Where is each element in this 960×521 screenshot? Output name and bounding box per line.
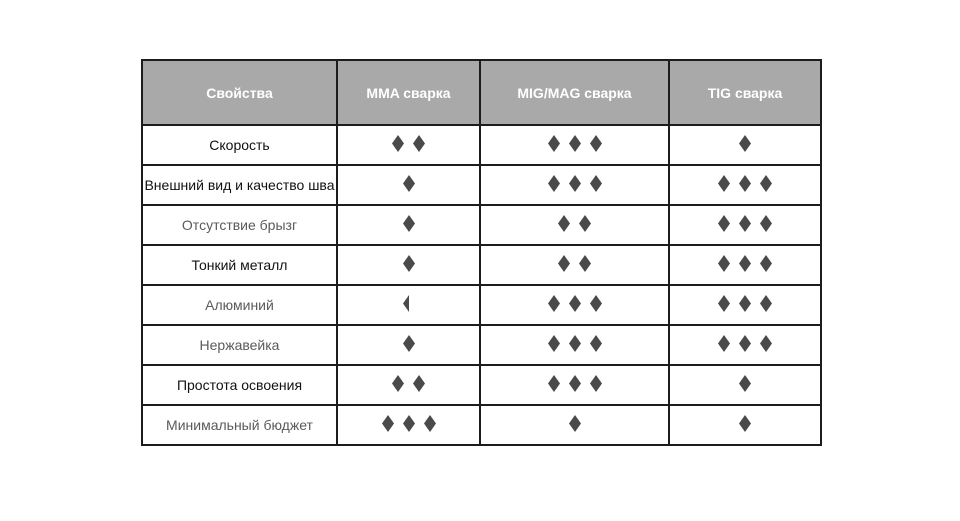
- rating: [558, 215, 591, 232]
- rating-cell-mig-mag: [480, 245, 669, 285]
- diamond-icon: [548, 375, 560, 392]
- table-row: [142, 205, 821, 245]
- diamond-icon: [558, 255, 570, 272]
- table-row: [142, 365, 821, 405]
- diamond-icon: [558, 215, 570, 232]
- rating: [403, 295, 415, 312]
- rating: [558, 255, 591, 272]
- rating-cell-mig-mag: [480, 365, 669, 405]
- property-label: Нержавейка: [142, 325, 337, 365]
- rating-cell-tig: [669, 245, 821, 285]
- diamond-icon: [403, 415, 415, 432]
- diamond-icon: [760, 215, 772, 232]
- rating: [718, 335, 772, 352]
- property-label: Скорость: [142, 125, 337, 165]
- diamond-icon: [760, 175, 772, 192]
- diamond-icon: [548, 135, 560, 152]
- property-label: Алюминий: [142, 285, 337, 325]
- rating: [569, 415, 581, 432]
- property-label: Минимальный бюджет: [142, 405, 337, 445]
- diamond-icon: [569, 135, 581, 152]
- table-row: [142, 125, 821, 165]
- diamond-icon: [548, 335, 560, 352]
- diamond-icon: [392, 135, 404, 152]
- diamond-icon: [739, 215, 751, 232]
- rating-cell-tig: [669, 405, 821, 445]
- diamond-icon: [403, 215, 415, 232]
- diamond-icon: [548, 175, 560, 192]
- diamond-icon: [569, 335, 581, 352]
- diamond-icon: [403, 335, 415, 352]
- diamond-icon: [718, 335, 730, 352]
- diamond-icon: [569, 175, 581, 192]
- diamond-icon: [739, 255, 751, 272]
- rating-cell-mig-mag: [480, 205, 669, 245]
- diamond-icon: [569, 295, 581, 312]
- property-label: Внешний вид и качество шва: [142, 165, 337, 205]
- diamond-icon: [739, 295, 751, 312]
- rating-cell-mig-mag: [480, 285, 669, 325]
- rating-cell-mma: [337, 125, 480, 165]
- comparison-table-container: [141, 59, 822, 446]
- table-header: [142, 60, 821, 125]
- rating: [403, 215, 415, 232]
- rating: [739, 415, 751, 432]
- diamond-icon: [590, 335, 602, 352]
- property-label: Отсутствие брызг: [142, 205, 337, 245]
- rating-cell-mig-mag: [480, 405, 669, 445]
- diamond-icon: [590, 295, 602, 312]
- diamond-icon: [739, 375, 751, 392]
- rating-cell-tig: [669, 165, 821, 205]
- rating: [548, 135, 602, 152]
- diamond-icon: [413, 375, 425, 392]
- rating: [382, 415, 436, 432]
- diamond-icon: [569, 415, 581, 432]
- diamond-icon: [382, 415, 394, 432]
- header-tig: TIG сварка: [669, 60, 821, 125]
- rating-cell-mma: [337, 205, 480, 245]
- rating-cell-mig-mag: [480, 165, 669, 205]
- diamond-icon: [760, 255, 772, 272]
- rating-cell-mma: [337, 325, 480, 365]
- rating: [548, 375, 602, 392]
- diamond-icon: [739, 335, 751, 352]
- diamond-icon: [579, 215, 591, 232]
- property-label: Тонкий металл: [142, 245, 337, 285]
- diamond-icon: [403, 255, 415, 272]
- header-mma: MMA сварка: [337, 60, 480, 125]
- table-row: [142, 405, 821, 445]
- diamond-icon: [718, 215, 730, 232]
- rating: [392, 135, 425, 152]
- rating: [548, 335, 602, 352]
- property-label: Простота освоения: [142, 365, 337, 405]
- rating: [548, 175, 602, 192]
- rating-cell-tig: [669, 285, 821, 325]
- rating: [718, 175, 772, 192]
- table-body: [142, 125, 821, 445]
- table-row: [142, 165, 821, 205]
- header-row: [142, 60, 821, 125]
- rating: [403, 255, 415, 272]
- diamond-icon: [590, 375, 602, 392]
- table-row: [142, 325, 821, 365]
- diamond-icon: [413, 135, 425, 152]
- rating-cell-mma: [337, 365, 480, 405]
- rating-cell-tig: [669, 125, 821, 165]
- table-row: [142, 245, 821, 285]
- header-properties: Свойства: [142, 60, 337, 125]
- table-row: [142, 285, 821, 325]
- diamond-icon: [739, 415, 751, 432]
- rating-cell-mma: [337, 405, 480, 445]
- rating-cell-mig-mag: [480, 125, 669, 165]
- diamond-icon: [760, 335, 772, 352]
- rating-cell-mig-mag: [480, 325, 669, 365]
- diamond-icon: [590, 135, 602, 152]
- rating-cell-mma: [337, 165, 480, 205]
- diamond-icon: [424, 415, 436, 432]
- rating-cell-tig: [669, 365, 821, 405]
- rating: [718, 295, 772, 312]
- rating: [739, 135, 751, 152]
- rating: [548, 295, 602, 312]
- header-mig-mag: MIG/MAG сварка: [480, 60, 669, 125]
- diamond-icon: [739, 175, 751, 192]
- diamond-icon: [569, 375, 581, 392]
- rating: [718, 255, 772, 272]
- diamond-icon: [760, 295, 772, 312]
- half-diamond-icon: [403, 295, 415, 312]
- rating: [403, 335, 415, 352]
- diamond-icon: [718, 295, 730, 312]
- diamond-icon: [579, 255, 591, 272]
- rating: [403, 175, 415, 192]
- rating-cell-mma: [337, 245, 480, 285]
- rating: [392, 375, 425, 392]
- rating-cell-mma: [337, 285, 480, 325]
- diamond-icon: [403, 175, 415, 192]
- diamond-icon: [548, 295, 560, 312]
- diamond-icon: [718, 255, 730, 272]
- diamond-icon: [392, 375, 404, 392]
- rating-cell-tig: [669, 325, 821, 365]
- rating-cell-tig: [669, 205, 821, 245]
- rating: [739, 375, 751, 392]
- diamond-icon: [739, 135, 751, 152]
- rating: [718, 215, 772, 232]
- diamond-icon: [590, 175, 602, 192]
- diamond-icon: [718, 175, 730, 192]
- welding-comparison-table: [141, 59, 822, 446]
